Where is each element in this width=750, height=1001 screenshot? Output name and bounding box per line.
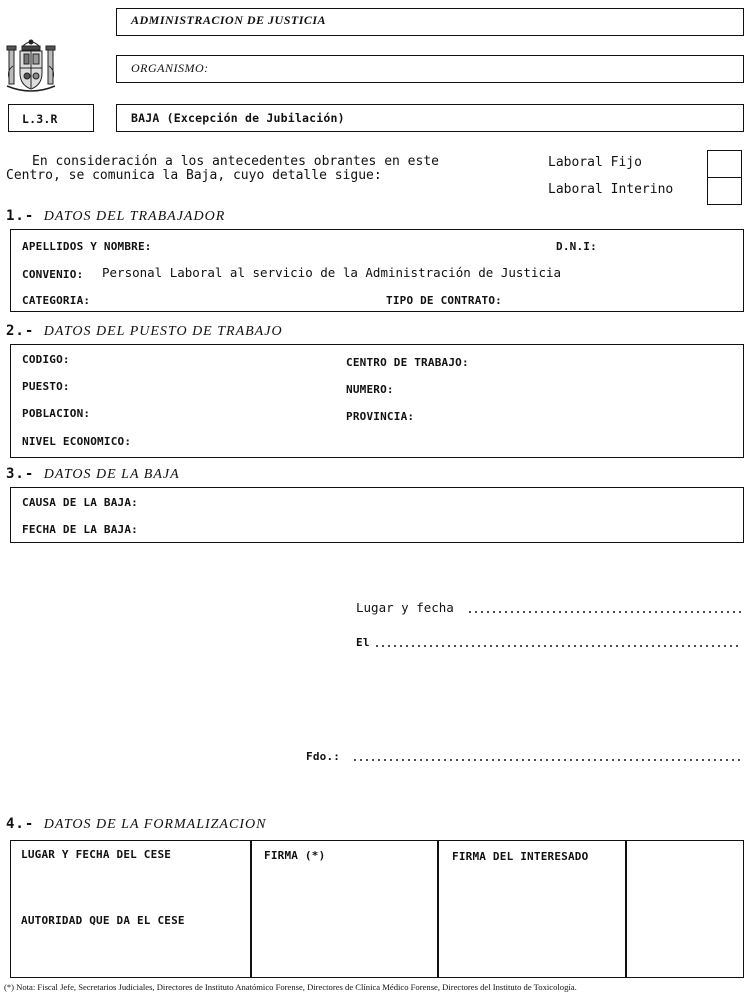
dni-label: D.N.I: [556, 240, 597, 253]
codigo-label: CODIGO: [22, 353, 70, 366]
categoria-label: CATEGORIA: [22, 294, 91, 307]
section-4-title: DATOS DE LA FORMALIZACION [43, 817, 267, 832]
firma-interesado-label: FIRMA DEL INTERESADO [452, 850, 589, 863]
intro-line-2: Centro, se comunica la Baja, cuyo detalle sigue: [6, 168, 382, 183]
tipo-contrato-label: TIPO DE CONTRATO: [386, 294, 502, 307]
option-laboral-interino: Laboral Interino [548, 182, 674, 197]
causa-baja-label: CAUSA DE LA BAJA: [22, 496, 138, 509]
coat-of-arms-icon [3, 36, 59, 98]
convenio-label: CONVENIO: [22, 268, 84, 281]
puesto-label: PUESTO: [22, 380, 70, 393]
fdo-line[interactable] [352, 759, 741, 761]
section-1-heading [6, 208, 225, 225]
intro-line-1: En consideración a los antecedentes obrantes en este [32, 154, 439, 169]
section-3-number: 3.- [6, 466, 35, 482]
section-1-number: 1.- [6, 208, 35, 224]
lugar-fecha-label: Lugar y fecha [356, 600, 454, 615]
organismo-box[interactable] [116, 55, 744, 83]
section-2-heading [6, 323, 283, 340]
convenio-value: Personal Laboral al servicio de la Administración de Justicia [102, 265, 562, 280]
section-4-heading [6, 816, 266, 833]
section-1-title: DATOS DEL TRABAJADOR [43, 209, 226, 224]
section-3-heading [6, 466, 180, 483]
firma-label: FIRMA (*) [264, 849, 326, 862]
section-4-number: 4.- [6, 816, 35, 832]
lugar-fecha-line[interactable] [467, 611, 741, 613]
section-3-title: DATOS DE LA BAJA [43, 467, 180, 482]
centro-trabajo-label: CENTRO DE TRABAJO: [346, 356, 469, 369]
administracion-label: ADMINISTRACION DE JUSTICIA [131, 13, 327, 27]
section-4-divider-3 [625, 840, 627, 978]
section-4-divider-1 [250, 840, 252, 978]
fdo-label: Fdo.: [306, 750, 341, 763]
section-2-number: 2.- [6, 323, 35, 339]
form-code: L.3.R [22, 112, 58, 126]
provincia-label: PROVINCIA: [346, 410, 415, 423]
section-4-divider-2 [437, 840, 439, 978]
autoridad-cese-label: AUTORIDAD QUE DA EL CESE [21, 914, 185, 927]
el-label: El [356, 636, 370, 649]
apellidos-label: APELLIDOS Y NOMBRE: [22, 240, 152, 253]
form-title: BAJA (Excepción de Jubilación) [131, 111, 345, 125]
nivel-economico-label: NIVEL ECONOMICO: [22, 435, 132, 448]
poblacion-label: POBLACION: [22, 407, 91, 420]
checkbox-laboral-fijo[interactable] [707, 150, 742, 178]
fecha-baja-label: FECHA DE LA BAJA: [22, 523, 138, 536]
el-line[interactable] [374, 645, 741, 647]
option-laboral-fijo: Laboral Fijo [548, 155, 642, 170]
organismo-label: ORGANISMO: [131, 61, 209, 75]
checkbox-laboral-interino[interactable] [707, 177, 742, 205]
footnote: (*) Nota: Fiscal Jefe, Secretarios Judiciales, Directores de Instituto Anatómico Forense, Directores de Clínica Médico Forense, Directores del Instituto de Toxicología. [4, 982, 577, 992]
numero-label: NUMERO: [346, 383, 394, 396]
section-2-title: DATOS DEL PUESTO DE TRABAJO [43, 324, 283, 339]
lugar-cese-label: LUGAR Y FECHA DEL CESE [21, 848, 172, 861]
